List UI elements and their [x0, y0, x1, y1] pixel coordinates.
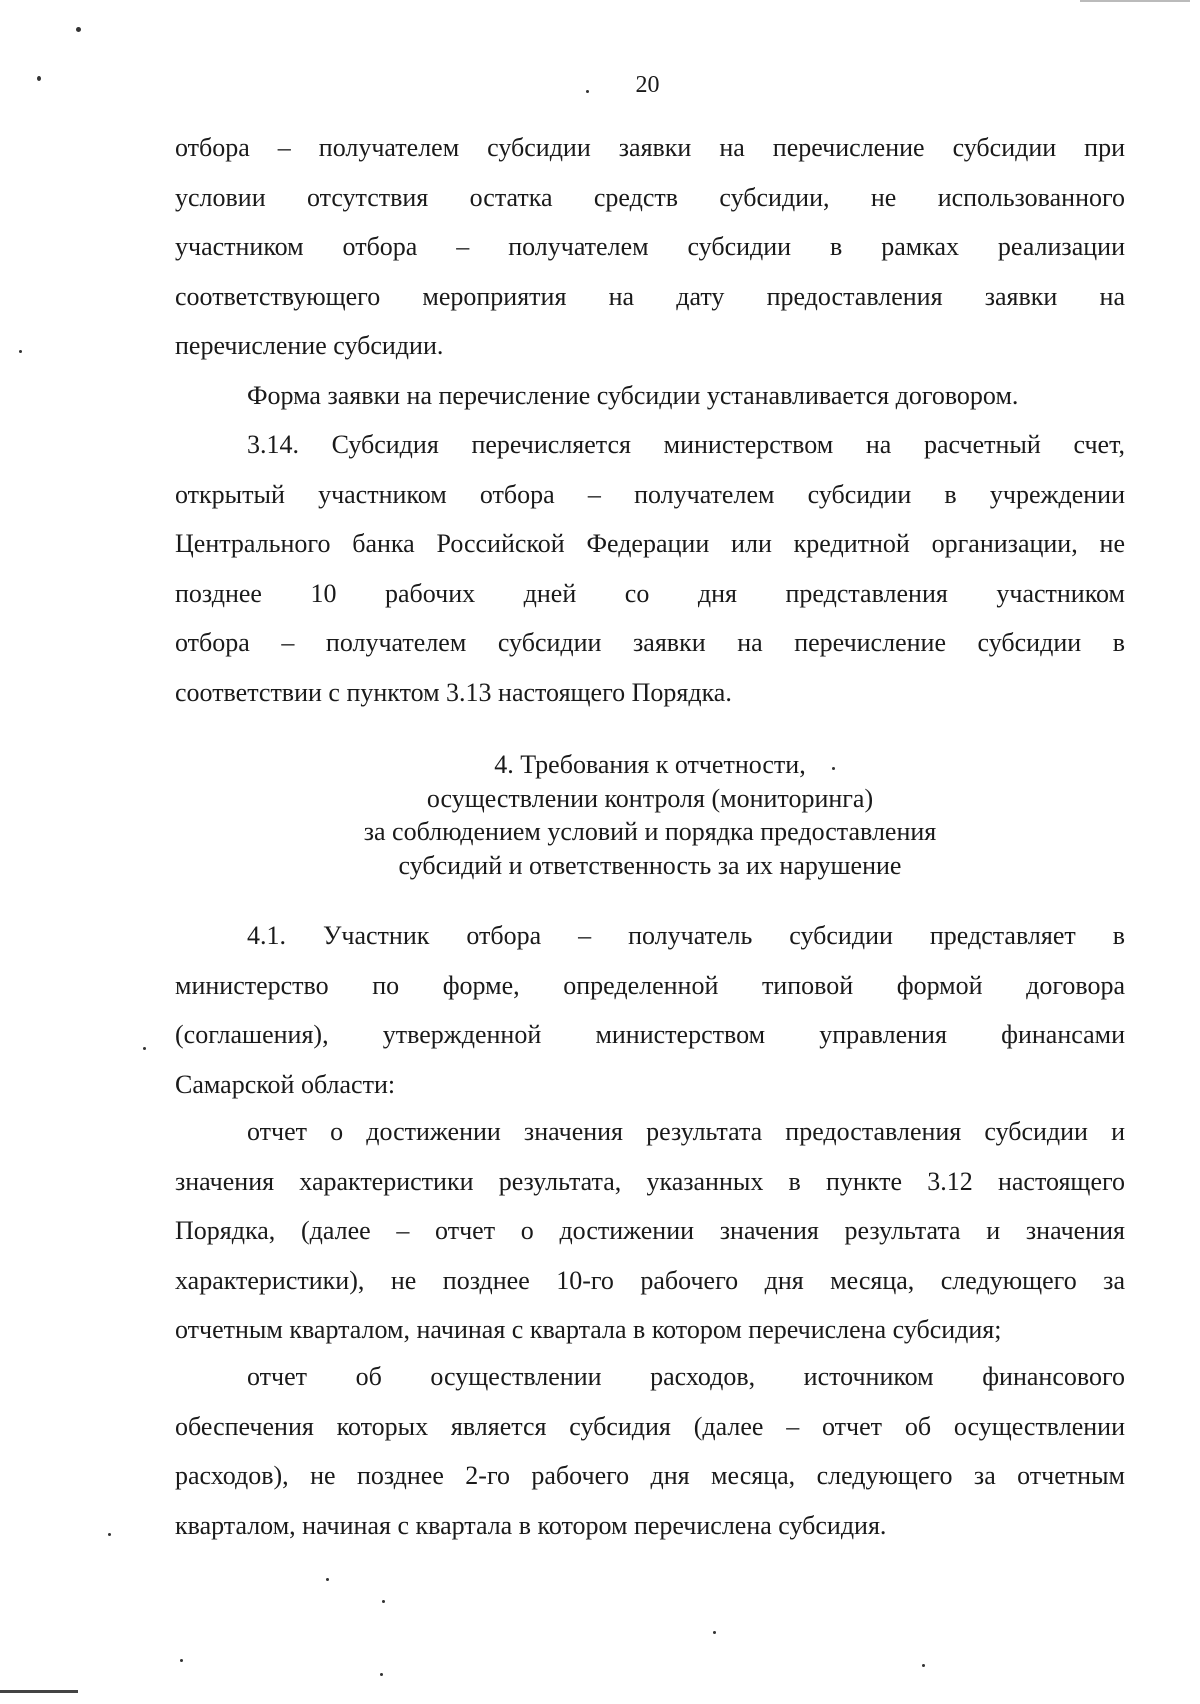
scan-speck: [76, 27, 81, 32]
scan-speck: [37, 76, 41, 81]
heading-line: 4. Требования к отчетности,: [494, 750, 806, 779]
text-line: 4.1. Участник отбора – получатель субсидии представляет в: [247, 921, 1125, 950]
paragraph-4-1: [175, 911, 1125, 1109]
scan-speck: [713, 1631, 716, 1634]
scan-speck: [19, 350, 22, 353]
paragraph-expenses-report: [175, 1352, 1125, 1550]
text-line: характеристики), не позднее 10-го рабочего дня месяца, следующего за: [175, 1265, 1125, 1295]
text-line: отчет о достижении значения результата предоставления субсидии и: [247, 1117, 1125, 1146]
text-line: участником отбора – получателем субсидии в рамках реализации: [175, 232, 1125, 261]
text-line: условии отсутствия остатка средств субсидии, не использованного: [175, 182, 1125, 212]
scan-speck: [586, 90, 589, 93]
text-line: соответствии с пунктом 3.13 настоящего Порядка.: [175, 677, 732, 707]
text-line: отбора – получателем субсидии заявки на перечисление субсидии при: [175, 133, 1125, 162]
text-line: Форма заявки на перечисление субсидии устанавливается договором.: [247, 381, 1019, 410]
text-line: (соглашения), утвержденной министерством управления финансами: [175, 1020, 1125, 1049]
text-line: кварталом, начиная с квартала в котором перечислена субсидия.: [175, 1510, 887, 1540]
text-line: значения характеристики результата, указанных в пункте 3.12 настоящего: [175, 1166, 1125, 1196]
text-line: Самарской области:: [175, 1069, 396, 1099]
text-line: Порядка, (далее – отчет о достижении значения результата и значения: [175, 1216, 1125, 1245]
scan-speck: [382, 1600, 385, 1603]
text-line: отчет об осуществлении расходов, источником финансового: [247, 1362, 1125, 1391]
heading-line: осуществлении контроля (мониторинга): [426, 783, 874, 813]
paragraph-continuation: [175, 123, 1125, 371]
text-line: 3.14. Субсидия перечисляется министерством на расчетный счет,: [247, 430, 1125, 459]
scan-speck: [380, 1673, 383, 1676]
heading-line: за соблюдением условий и порядка предоставления: [363, 817, 937, 846]
scan-edge-mark: [0, 1690, 78, 1693]
scan-speck: [326, 1578, 329, 1581]
text-line: расходов), не позднее 2-го рабочего дня месяца, следующего за отчетным: [175, 1461, 1125, 1490]
scan-speck: [832, 767, 835, 770]
scan-speck: [922, 1664, 925, 1667]
text-line: соответствующего мероприятия на дату предоставления заявки на: [175, 281, 1125, 311]
scan-edge-mark: [1080, 0, 1190, 2]
paragraph-3-14: [175, 420, 1125, 717]
text-line: отбора – получателем субсидии заявки на перечисление субсидии в: [175, 628, 1125, 657]
text-line: отчетным кварталом, начиная с квартала в котором перечислена субсидия;: [175, 1315, 1002, 1344]
page-number: 20: [635, 72, 660, 98]
heading-line: субсидий и ответственность за их нарушение: [398, 850, 902, 880]
text-line: открытый участником отбора – получателем субсидии в учреждении: [175, 479, 1125, 509]
scan-speck: [108, 1533, 111, 1536]
paragraph-result-report: [175, 1107, 1125, 1355]
scan-speck: [180, 1659, 183, 1662]
paragraph-application-form: [175, 371, 1125, 421]
text-line: обеспечения которых является субсидия (далее – отчет об осуществлении: [175, 1411, 1125, 1441]
text-line: министерство по форме, определенной типовой формой договора: [175, 970, 1125, 1000]
text-line: Центрального банка Российской Федерации или кредитной организации, не: [175, 529, 1125, 558]
text-line: позднее 10 рабочих дней со дня представления участником: [175, 578, 1125, 608]
scan-speck: [143, 1047, 146, 1050]
text-line: перечисление субсидии.: [175, 331, 444, 360]
section-heading: [175, 748, 1125, 882]
